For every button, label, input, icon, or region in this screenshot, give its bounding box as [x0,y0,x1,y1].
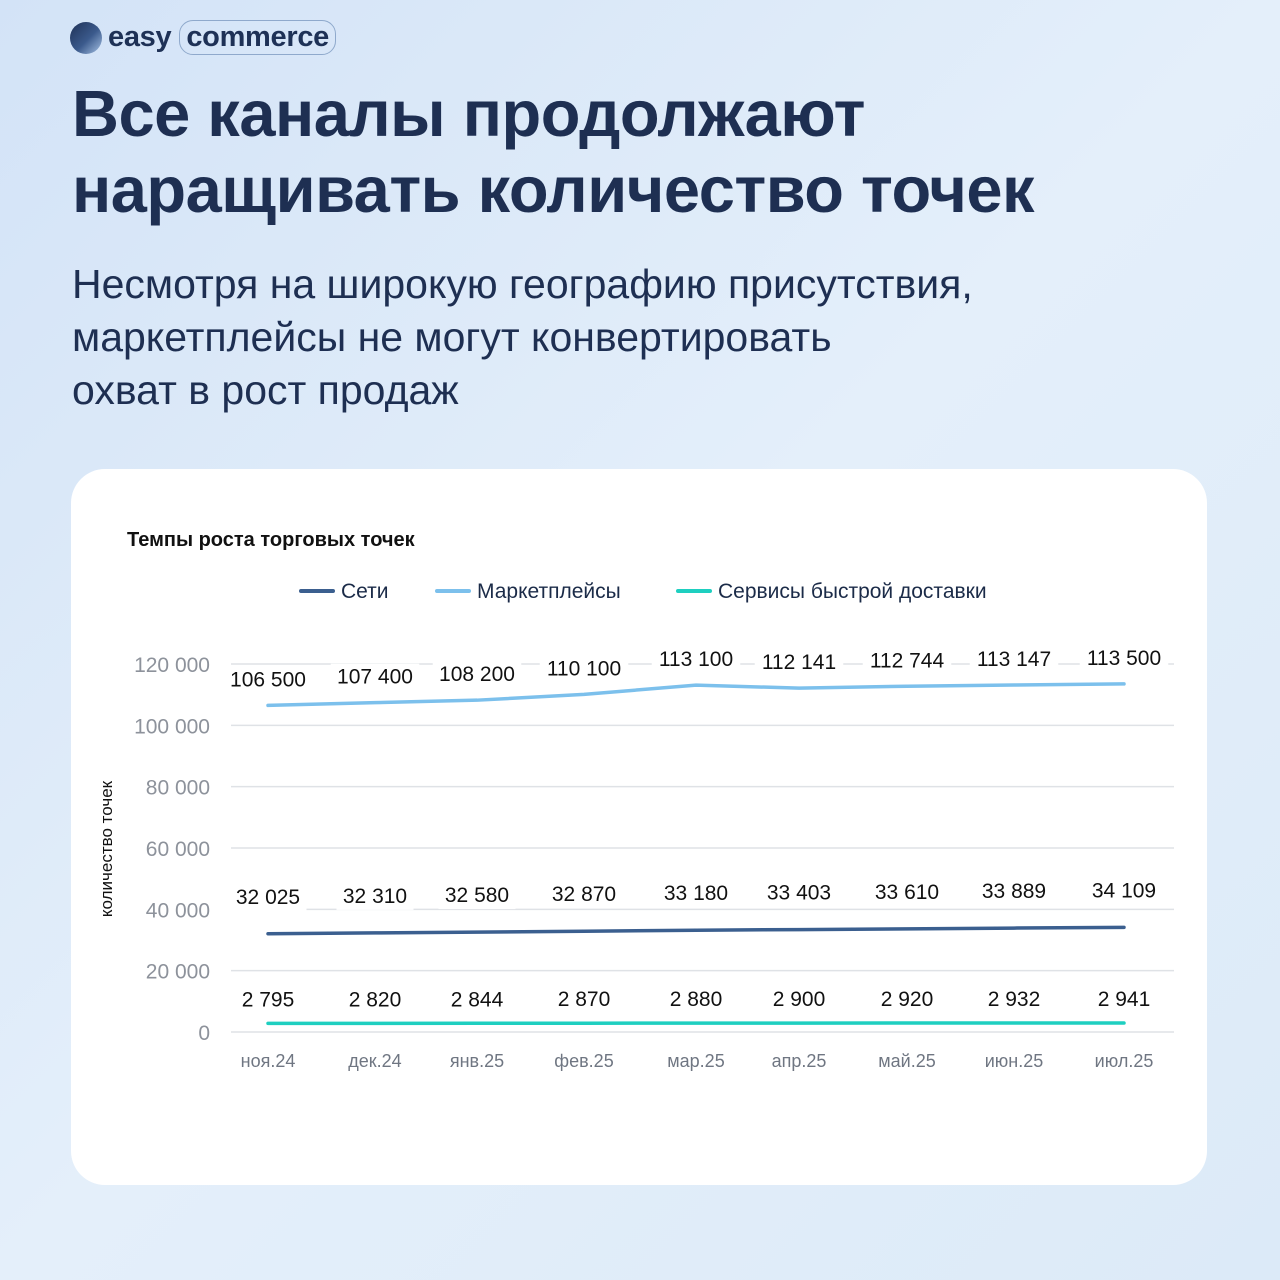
data-label: 112 141 [761,651,837,675]
data-label: 110 100 [546,657,622,681]
data-label: 34 109 [1091,879,1157,903]
data-label: 107 400 [337,665,413,689]
y-tick-label-0: 0 [198,1022,210,1045]
subtitle-line-1: Несмотря на широкую географию присутствия, [72,261,973,307]
x-tick-label-4: мар.25 [667,1051,725,1071]
line-chart [71,469,1207,1185]
data-label: 32 025 [235,885,301,909]
y-tick-label-3: 60 000 [145,838,210,861]
data-label: 32 870 [551,883,617,907]
y-tick-label-5: 100 000 [134,715,210,739]
x-tick-label-0: ноя.24 [240,1051,296,1071]
data-label: 2 820 [348,988,402,1012]
data-label: 113 147 [976,648,1052,672]
data-label: 2 920 [880,988,934,1012]
chart-card [71,469,1207,1185]
data-label: 2 870 [557,988,611,1012]
data-label: 2 795 [241,988,295,1012]
data-label: 33 610 [874,880,940,904]
data-label: 2 900 [772,988,826,1012]
data-label: 112 744 [869,649,945,673]
data-label: 32 580 [444,884,510,908]
brand-logo-icon [70,22,102,54]
subtitle-line-3: охват в рост продаж [72,367,459,413]
page-title: Все каналы продолжают наращивать количество точек [72,77,1035,226]
data-label: 2 880 [669,988,723,1012]
data-label: 33 403 [766,881,832,905]
legend-label-2: Сервисы быстрой доставки [718,580,987,603]
legend-label-1: Маркетплейсы [477,580,621,603]
data-label: 2 844 [450,988,504,1012]
chart-title: Темпы роста торговых точек [127,529,415,551]
brand-name-easy: easy [108,21,172,53]
x-tick-label-6: май.25 [878,1051,936,1071]
data-label: 108 200 [439,663,515,687]
y-tick-label-4: 80 000 [145,776,210,800]
x-tick-label-2: янв.25 [449,1051,505,1071]
x-tick-label-7: июн.25 [984,1051,1044,1071]
data-label: 113 500 [1086,646,1162,670]
x-tick-label-1: дек.24 [348,1051,402,1071]
series-line-0 [268,927,1124,933]
y-tick-label-1: 20 000 [145,960,210,984]
page-subtitle [72,258,1222,417]
y-tick-label-2: 40 000 [145,899,210,923]
data-label: 33 180 [663,882,729,906]
data-label: 32 310 [342,884,408,908]
data-label: 33 889 [981,880,1047,904]
data-label: 2 932 [987,988,1041,1012]
data-label: 106 500 [230,668,306,692]
legend-label-0: Сети [341,580,389,603]
y-axis-title: количество точек [97,780,116,918]
x-tick-label-5: апр.25 [771,1051,827,1071]
y-tick-label-6: 120 000 [134,654,210,677]
subtitle-line-2: маркетплейсы не могут конвертировать [72,314,832,360]
x-tick-label-3: фев.25 [554,1051,614,1071]
x-tick-label-8: июл.25 [1094,1051,1154,1071]
data-label: 113 100 [658,648,734,672]
brand [70,20,336,55]
brand-name-commerce: commerce [179,20,336,55]
data-label: 2 941 [1097,987,1151,1011]
